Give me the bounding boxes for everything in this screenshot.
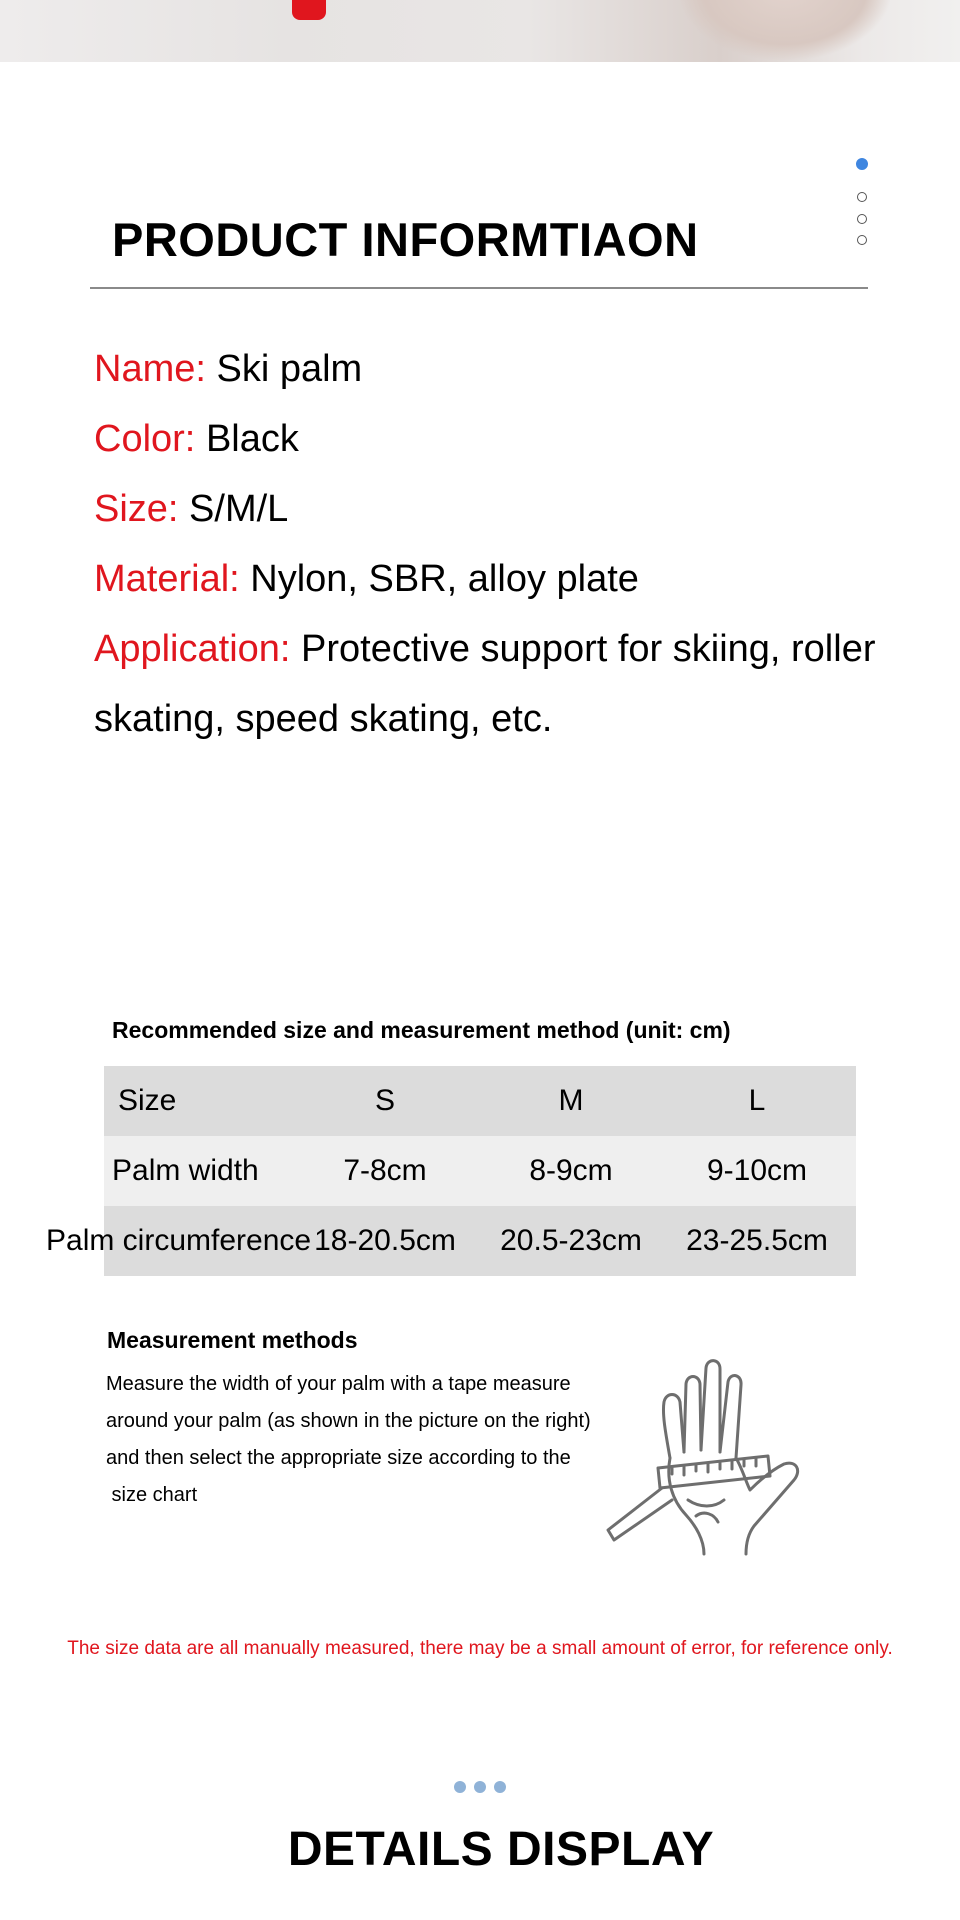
title-divider [90, 287, 868, 289]
info-value: Nylon, SBR, alloy plate [250, 558, 639, 600]
measurement-instructions [106, 1366, 626, 1514]
info-row-name [94, 334, 924, 404]
hand-measure-icon [600, 1340, 820, 1560]
info-label: Material: [94, 558, 240, 600]
measurement-line: and then select the appropriate size according to the [106, 1447, 571, 1469]
info-value: Ski palm [216, 348, 363, 390]
table-cell: Palm circumference [46, 1224, 312, 1257]
info-label: Size: [94, 488, 179, 530]
measurement-disclaimer: The size data are all manually measured, there may be a small amount of error, for reference only. [67, 1638, 893, 1659]
header-cell: Size [118, 1084, 177, 1117]
measurement-title: Measurement methods [107, 1327, 358, 1353]
header-cell: M [558, 1084, 584, 1117]
info-row-application-cont [94, 684, 924, 754]
section-dot [494, 1781, 506, 1793]
section-dot [474, 1781, 486, 1793]
carousel-dot-4[interactable] [857, 235, 867, 245]
product-info-list [94, 334, 924, 754]
details-display-title: DETAILS DISPLAY [287, 1823, 715, 1876]
table-cell: 9-10cm [706, 1154, 808, 1187]
info-row-color [94, 404, 924, 474]
info-value: S/M/L [189, 488, 289, 530]
table-header-row [0, 1066, 960, 1136]
carousel-dot-3[interactable] [857, 214, 867, 224]
table-cell: Palm width [112, 1154, 259, 1187]
info-label: Name: [94, 348, 206, 390]
section-dot [454, 1781, 466, 1793]
table-row [0, 1206, 960, 1276]
info-row-material [94, 544, 924, 614]
header-cell: S [374, 1084, 395, 1117]
header-cell: L [748, 1084, 766, 1117]
measurement-line: around your palm (as shown in the picture on the right) [106, 1410, 591, 1432]
info-row-application [94, 614, 924, 684]
table-row [0, 1136, 960, 1206]
red-strap-graphic [292, 0, 326, 20]
table-cell: 18-20.5cm [314, 1224, 456, 1257]
arm-graphic [680, 0, 890, 60]
measurement-line: Measure the width of your palm with a tape measure [106, 1373, 571, 1395]
carousel-dot-2[interactable] [857, 192, 867, 202]
carousel-dot-1[interactable] [856, 158, 868, 170]
info-value: Protective support for skiing, roller [301, 628, 876, 670]
table-cell: 7-8cm [343, 1154, 427, 1187]
size-chart-caption: Recommended size and measurement method (unit: cm) [112, 1017, 731, 1043]
table-cell: 8-9cm [529, 1154, 613, 1187]
info-value: skating, speed skating, etc. [94, 698, 553, 740]
info-row-size [94, 474, 924, 544]
info-label: Application: [94, 628, 291, 670]
info-label: Color: [94, 418, 196, 460]
info-value: Black [205, 418, 299, 460]
product-info-title: PRODUCT INFORMTIAON [112, 213, 699, 266]
product-photo-strip [0, 0, 960, 62]
measurement-line: size chart [106, 1484, 198, 1506]
table-cell: 23-25.5cm [686, 1224, 828, 1257]
table-cell: 20.5-23cm [500, 1224, 642, 1257]
size-chart-table [0, 1066, 960, 1276]
